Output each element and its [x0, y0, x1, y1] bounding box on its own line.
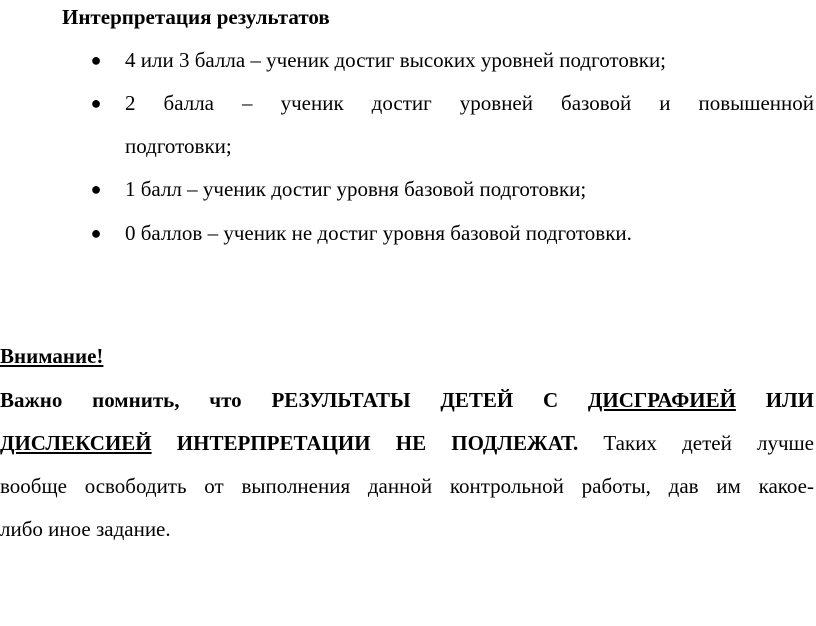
warning-line	[0, 385, 814, 415]
warning-intro-text: Важно помнить, что	[0, 388, 242, 412]
warning-text: Таких детей лучше	[603, 431, 814, 455]
bullet-icon: ●	[90, 223, 102, 243]
warning-line: либо иное задание.	[0, 517, 171, 541]
list-item-text-continued: подготовки;	[125, 134, 232, 158]
section-heading: Интерпретация результатов	[62, 5, 330, 29]
warning-emphasis-text: РЕЗУЛЬТАТЫ ДЕТЕЙ С	[271, 388, 559, 412]
list-item-text: 0 баллов – ученик не достиг уровня базовой подготовки.	[125, 221, 632, 245]
list-item-text: 1 балл – ученик достиг уровня базовой подготовки;	[125, 177, 587, 201]
warning-title: Внимание!	[0, 344, 104, 368]
warning-line: вообще освободить от выполнения данной контрольной работы, дав им какое-	[0, 474, 814, 498]
warning-emphasis-text: ИЛИ	[765, 388, 814, 412]
warning-underlined-term: ДИСГРАФИЕЙ	[587, 388, 736, 412]
list-item-text: 2 балла – ученик достиг уровней базовой и повышенной	[125, 91, 814, 115]
bullet-icon: ●	[90, 93, 102, 113]
list-item-text: 4 или 3 балла – ученик достиг высоких уровней подготовки;	[125, 48, 667, 72]
warning-line	[0, 428, 814, 458]
warning-underlined-term: ДИСЛЕКСИЕЙ	[0, 431, 152, 455]
warning-emphasis-text: ИНТЕРПРЕТАЦИИ НЕ ПОДЛЕЖАТ.	[176, 431, 579, 455]
bullet-icon: ●	[90, 50, 102, 70]
bullet-icon: ●	[90, 179, 102, 199]
